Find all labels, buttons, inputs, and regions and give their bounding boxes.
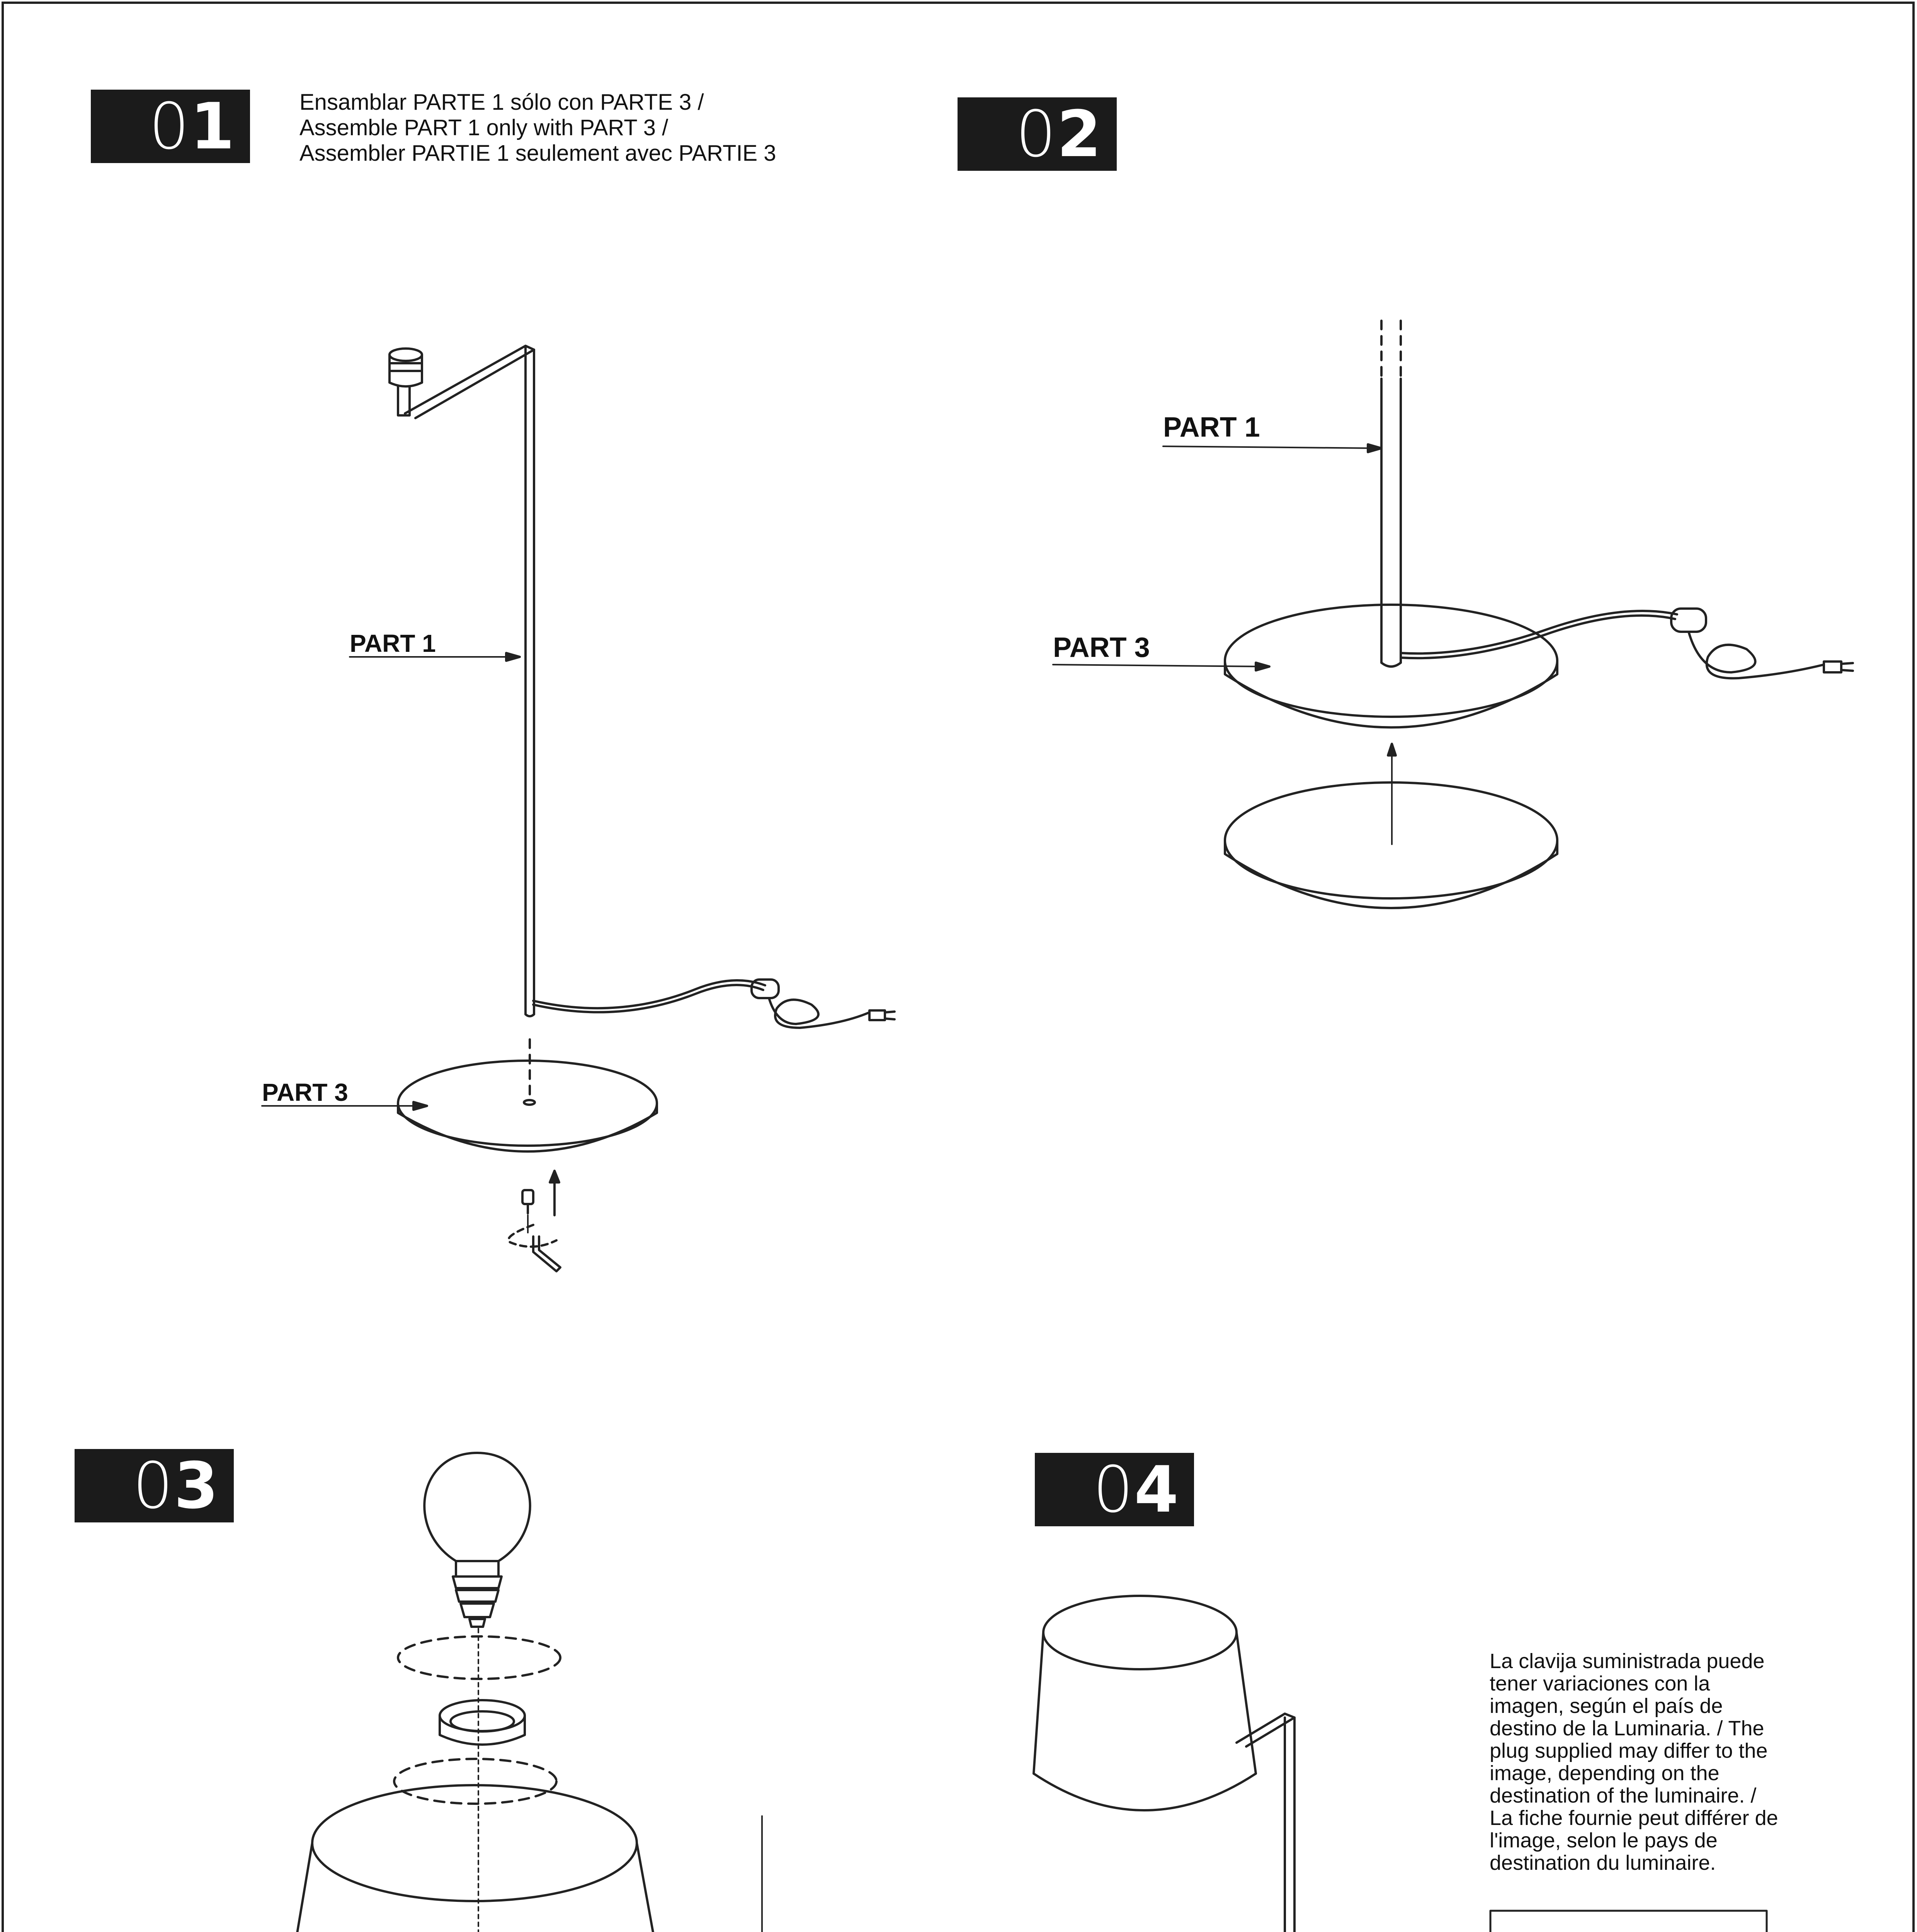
step-2-part-1-label: PART 1: [1163, 412, 1260, 443]
instruction-line-en: Assemble PART 1 only with PART 3 /: [299, 115, 668, 140]
step-3-number: 3: [174, 1449, 218, 1523]
step-2-number: 2: [1057, 97, 1101, 171]
step-1-number-prefix: 0: [149, 89, 191, 163]
instruction-line-es: Ensamblar PARTE 1 sólo con PARTE 3 /: [299, 90, 704, 115]
step-1-part-3-label: PART 3: [262, 1078, 348, 1106]
step-3-shade-assembly-illustration: [272, 1453, 766, 1932]
step-1-lamp-frame-illustration: [262, 346, 895, 1271]
step-3-number-prefix: 0: [133, 1449, 174, 1523]
step-2-base-assembly-illustration: [1053, 321, 1853, 908]
step-1-part-1-label: PART 1: [350, 629, 436, 657]
step-2-part-3-label: PART 3: [1053, 632, 1150, 663]
plug-variation-note: La clavija suministrada puede tener variaciones con la imagen, según el país de destino de la Luminaria. / The plug supplied may differ to the image, depending on the destination of the luminaire. / La fiche fournie peut différer de l'image, selon le pays de destination du luminaire.: [1490, 1650, 1778, 1874]
step-2-number-prefix: 0: [1015, 97, 1057, 171]
instruction-line-fr: Assembler PARTIE 1 seulement avec PARTIE 3: [299, 141, 776, 166]
step-4-assembled-lamp-illustration: [1034, 1596, 1767, 1932]
step-4-number: 4: [1134, 1452, 1179, 1527]
step-1-number: 1: [190, 89, 235, 163]
step-4-number-prefix: 0: [1093, 1452, 1135, 1527]
